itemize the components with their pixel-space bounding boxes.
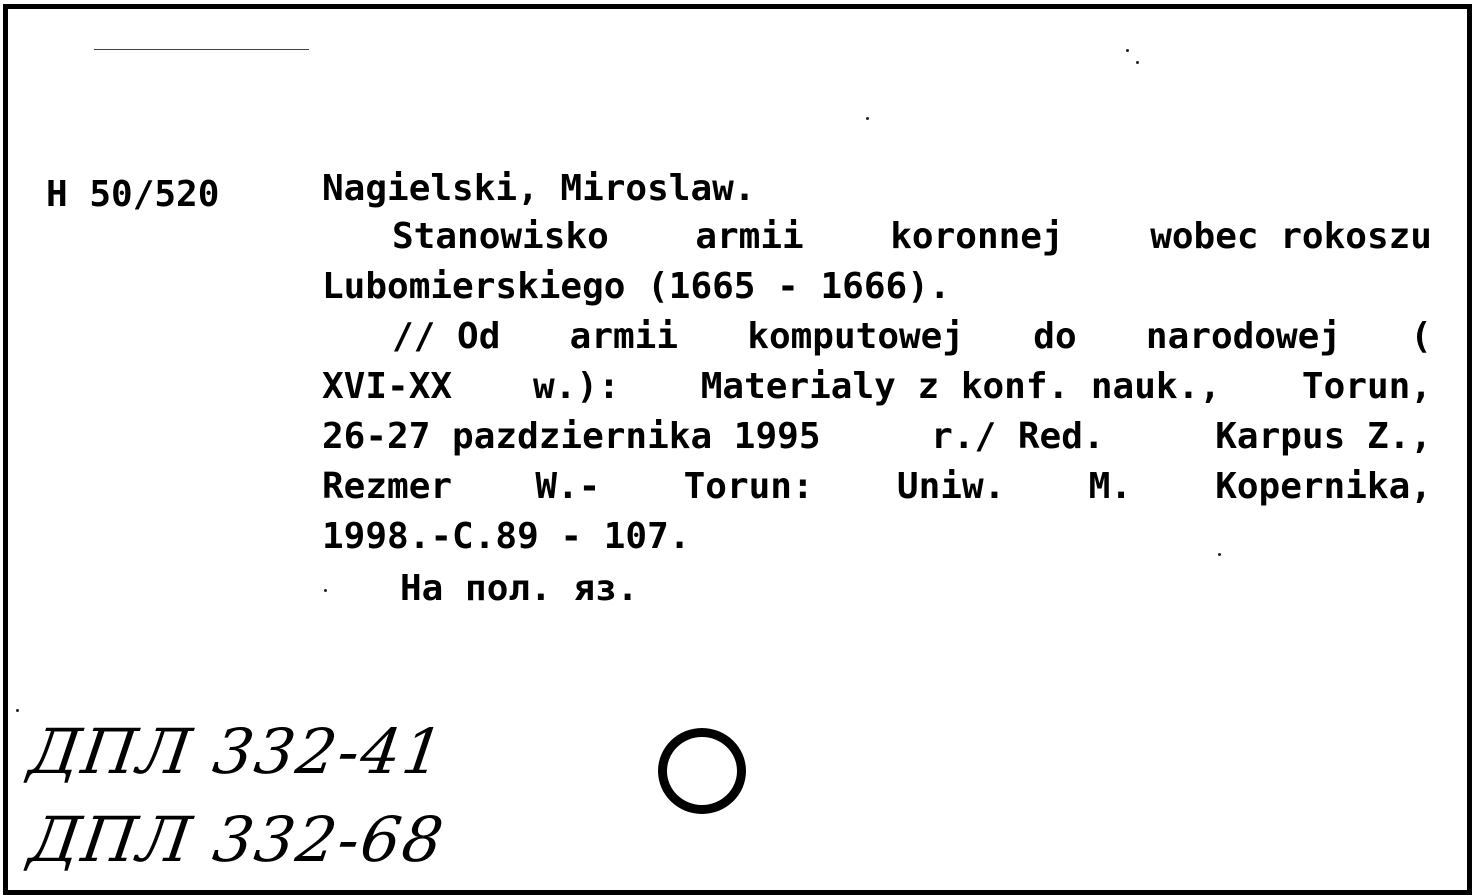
- catalog-card: [3, 4, 1472, 895]
- source-line-4: Rezmer W.- Torun: Uniw. M. Kopernika,: [322, 466, 1432, 507]
- language-note: На пол. яз.: [400, 568, 639, 609]
- title-line-1: Stanowisko armii koronnej wobec rokoszu: [392, 216, 1432, 257]
- source-line-2: XVI-XX w.): Materialy z konf. nauk., Torun,: [322, 366, 1432, 407]
- source-line-5: 1998.-C.89 - 107.: [322, 516, 691, 557]
- source-line-3: 26-27 pazdziernika 1995 r./ Red. Karpus Z.,: [322, 416, 1432, 457]
- speck: [1218, 553, 1221, 556]
- handwritten-code-1: ДПЛ 332-41: [24, 715, 450, 788]
- author-line: Nagielski, Miroslaw.: [322, 168, 756, 209]
- title-line-2: Lubomierskiego (1665 - 1666).: [322, 266, 951, 307]
- speck: [866, 117, 869, 120]
- top-rule: [94, 49, 309, 50]
- speck: [16, 709, 19, 712]
- source-line-1: // Od armii komputowej do narodowej (: [392, 316, 1432, 357]
- handwritten-code-2: ДПЛ 332-68: [24, 803, 450, 876]
- speck: [1136, 61, 1139, 64]
- speck: [1126, 49, 1129, 52]
- speck: [324, 589, 327, 592]
- shelfmark: H 50/520: [46, 174, 220, 215]
- punch-hole: [658, 728, 746, 814]
